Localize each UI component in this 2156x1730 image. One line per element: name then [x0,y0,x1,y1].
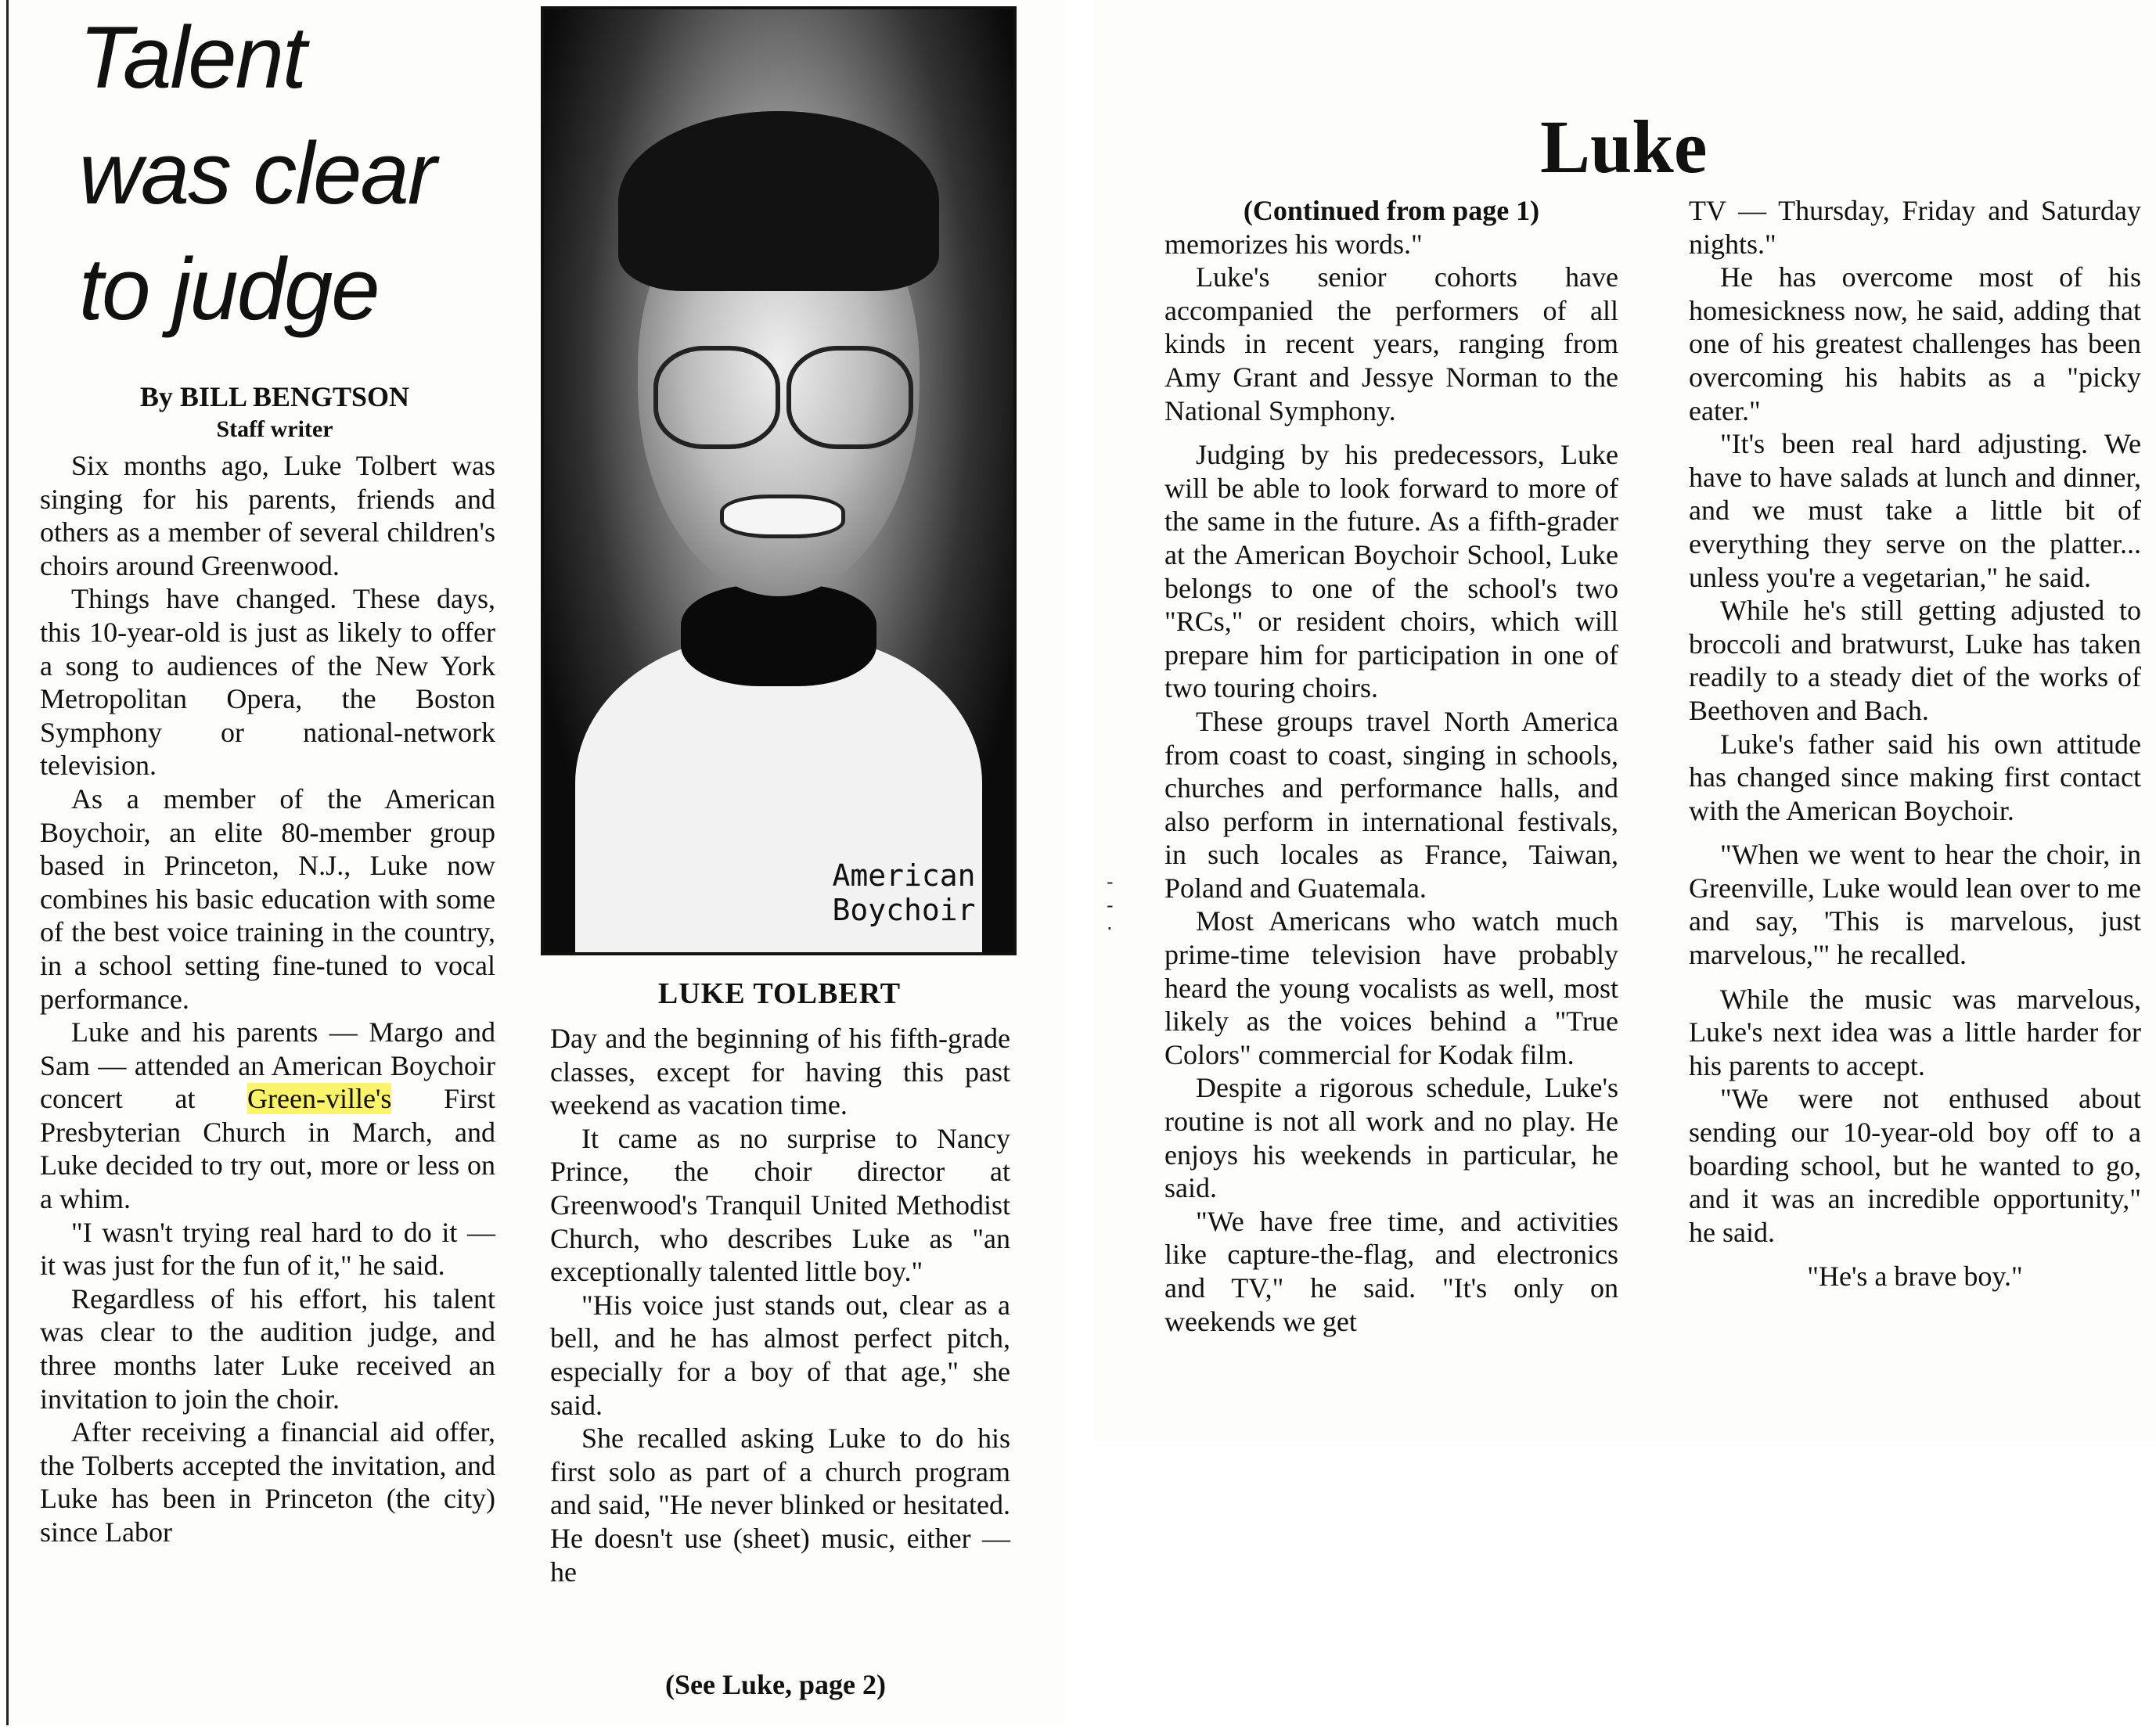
paragraph: She recalled asking Luke to do his first solo as part of a church program and said, "He never blinked or hesitated. He doesn't use (sheet) music, either — he [550,1422,1010,1588]
photo-caption: LUKE TOLBERT [657,977,902,1010]
continued-from: (Continued from page 1) [1243,195,1540,226]
paragraph: "I wasn't trying real hard to do it — it was just for the fun of it," he said. [40,1216,495,1282]
photo-mouth [720,495,845,538]
paragraph: Luke's father said his own attitude has changed since making first contact with the American Boychoir. [1689,728,2141,826]
photo-turtleneck [681,584,876,686]
paragraph-text: Luke and his parents — Margo and Sam — attended an American Boychoir concert at [40,1016,495,1115]
article-column-2 [550,1022,1010,1588]
paragraph: As a member of the American Boychoir, an elite 80-member group based in Princeton, N.J., Luke now combines his basic education with some of the best voice training in the country, in a school setting fine-tuned to vocal performance. [40,782,495,1015]
paragraph: Things have changed. These days, this 10-year-old is just as likely to offer a song to audiences of the New York Metropolitan Opera, the Boston Symphony or national-network television. [40,583,495,782]
glasses-lens-right [786,346,913,449]
paragraph: TV — Thursday, Friday and Saturday nights." [1689,195,2141,260]
paragraph: He has overcome most of his homesickness now, he said, adding that one of his greatest challenges has been overcoming his habits as a "picky eater." [1689,261,2141,426]
paragraph: Most Americans who watch much prime-time television have probably heard the young vocalists as well, most likely as the voices behind a "True Colors" commercial for Kodak film. [1164,905,1618,1070]
byline [56,380,494,446]
paragraph: Judging by his predecessors, Luke will be able to look forward to more of the same in the future. As a fifth-grader at the American Boychoir School, Luke belongs to one of the school's two "RCs," or resident choirs, which will prepare him for participation in one of two touring choirs. [1164,439,1618,704]
photo-credit-line: Boychoir [832,893,976,927]
paragraph: memorizes his words." [1164,228,1423,260]
paragraph: These groups travel North America from coast to coast, singing in schools, churches and performance halls, and also perform in international festivals, in such locales as France, Taiwan, Poland and Guatemala. [1164,705,1618,904]
byline-role: Staff writer [216,416,333,442]
paragraph: "It's been real hard adjusting. We have to have salads at lunch and dinner, and we must take a little bit of everything they serve on the platter... unless you're a vegetarian," he said. [1689,428,2141,593]
clipping-continuation [1094,0,2156,1441]
article-column-1 [40,449,495,1549]
continuation-column-2 [1689,194,2141,1293]
jump-line: (See Luke, page 2) [665,1669,886,1700]
paragraph: Six months ago, Luke Tolbert was singing for his parents, friends and others as a member of several children's choirs around Greenwood. [40,450,495,581]
paragraph: While he's still getting adjusted to broccoli and bratwurst, Luke has taken readily to a steady diet of the works of Beethoven and Bach. [1689,595,2141,726]
paragraph: "We have free time, and activities like capture-the-flag, and electronics and TV," he said. "It's only on weekends we get [1164,1205,1618,1337]
continuation-column-1 [1164,194,1618,1338]
headline-line: was clear [79,124,436,222]
paragraph [40,1016,495,1216]
closing-quote: "He's a brave boy." [1807,1261,2023,1293]
continuation-title: Luke [1540,105,1708,189]
headline-line: to judge [79,240,379,338]
paragraph: "We were not enthused about sending our 10-year-old boy off to a boarding school, but he wanted to go, and it was an incredible opportunity," he said. [1689,1083,2141,1248]
paragraph: Day and the beginning of his fifth-grade classes, except for having this past weekend as vacation time. [550,1023,1010,1121]
clipping-front-page [6,0,1065,1725]
paragraph: Regardless of his effort, his talent was clear to the audition judge, and three months later Luke received an invitation to join the choir. [40,1282,495,1415]
paragraph: Luke's senior cohorts have accompanied the performers of all kinds in recent years, ranging from Amy Grant and Jessye Norman to the National Symphony. [1164,261,1618,426]
highlighted-word: ville's [325,1083,392,1115]
portrait-photo [541,6,1017,955]
paragraph: It came as no surprise to Nancy Prince, the choir director at Greenwood's Tranquil United Methodist Church, who describes Luke as "an exceptionally talented little boy." [550,1122,1010,1288]
highlighted-word: Green- [247,1083,326,1115]
photo-credit-line: American [832,858,976,893]
headline-line: Talent [79,9,305,106]
photo-hair [618,111,939,291]
paragraph: While the music was marvelous, Luke's next idea was a little harder for his parents to accept. [1689,983,2141,1081]
headline [79,0,435,347]
paragraph-text: First Presbyterian Church in March, and Luke decided to try out, more or less on a whim. [40,1083,495,1215]
glasses-lens-left [653,346,780,449]
paragraph: Despite a rigorous schedule, Luke's routine is not all work and no play. He enjoys his weekends in particular, he said. [1164,1072,1618,1204]
paragraph: After receiving a financial aid offer, the Tolberts accepted the invitation, and Luke has been in Princeton (the city) since Labor [40,1416,495,1548]
paragraph: "His voice just stands out, clear as a bell, and he has almost perfect pitch, especially for a boy of that age," she said. [550,1289,1010,1421]
byline-author: By BILL BENGTSON [139,381,410,412]
highlighted-text [247,1083,391,1114]
margin-marks: - - · [1107,871,1114,940]
photo-credit [814,858,994,927]
paragraph: "When we went to hear the choir, in Greenville, Luke would lean over to me and say, 'This is marvelous, just marvelous,'" he recalled. [1689,839,2141,971]
